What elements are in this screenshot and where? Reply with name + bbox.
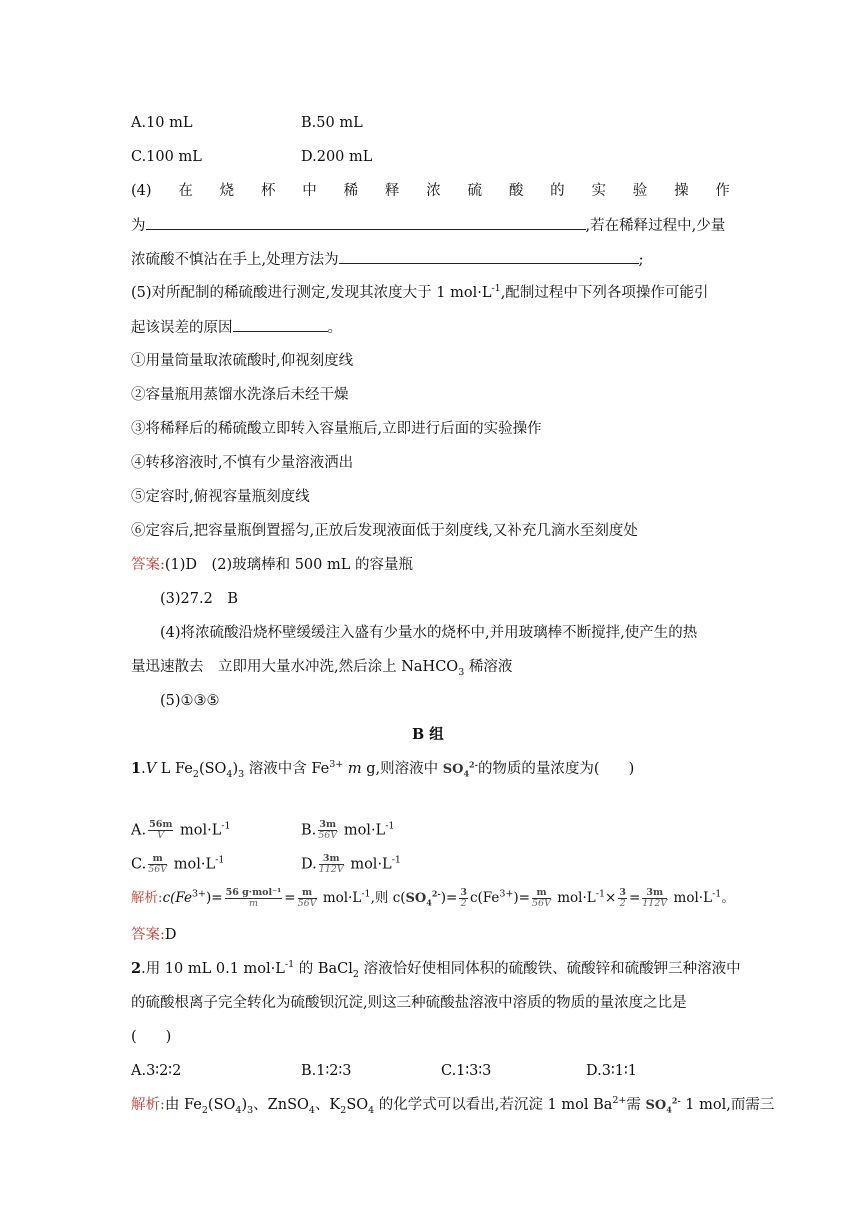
q4-char: 酸 [508, 183, 524, 199]
answer-line5: (5)①③⑤ [160, 693, 220, 709]
q4-char: 的 [550, 183, 565, 199]
answer-line1: 答案:(1)D (2)玻璃棒和 500 mL 的容量瓶 [131, 557, 413, 573]
answer-line4: 量迅速散去 立即用大量水冲洗,然后涂上 NaHCO$_3$ 稀溶液 [131, 659, 513, 678]
section-title: B 组 [412, 726, 444, 743]
b1-option-a: A. $\frac{56m}{V}$ $mol\cdot L^{-1}$ [131, 819, 231, 841]
q5-line2: 起该误差的原因 。 [131, 317, 342, 338]
q5-line1: (5)对所配制的稀硫酸进行测定,发现其浓度大于 1 $mol\cdot L^{-1}$,配制过程中下列各项操作可能引 [131, 283, 709, 301]
q5-item-6: ⑥定容后,把容量瓶倒置摇匀,正放后发现液面低于刻度线,又补充几滴水至刻度处 [131, 523, 638, 539]
sulfate-ion: $SO_4^{2-}$ [442, 759, 478, 779]
q4-char: 中 [302, 183, 317, 199]
q4-char: 杯 [260, 183, 276, 199]
b2-option-a: A.3∶2∶2 [131, 1063, 182, 1079]
q5-item-5: ⑤定容时,俯视容量瓶刻度线 [131, 489, 310, 505]
option-a: A.10 mL [131, 115, 193, 131]
blank[interactable] [233, 317, 328, 332]
b1-option-c: C. $\frac{m}{56V}$ $mol\cdot L^{-1}$ [131, 853, 225, 875]
blank[interactable] [146, 215, 586, 230]
q5-item-4: ④转移溶液时,不慎有少量溶液洒出 [131, 455, 354, 471]
b1-answer: 答案:D [131, 927, 177, 943]
q4-line3: 浓硫酸不慎沾在手上,处理方法为 ; [131, 249, 644, 270]
q4-char: 作 [715, 183, 730, 199]
b2-option-b: B.1∶2∶3 [301, 1063, 352, 1079]
q4-char: 在 [178, 183, 193, 199]
q5-item-2: ②容量瓶用蒸馏水洗涤后未经干燥 [131, 387, 349, 403]
q4-char: 硫 [467, 183, 483, 199]
q5-item-1: ①用量筒量取浓硫酸时,仰视刻度线 [131, 353, 354, 369]
q4-line2: 为 ,若在稀释过程中,少量 [131, 215, 725, 236]
answer-line3: (4)将浓硫酸沿烧杯壁缓缓注入盛有少量水的烧杯中,并用玻璃棒不断搅拌,使产生的热 [160, 625, 698, 641]
q4-char: 烧 [219, 183, 235, 199]
q5-item-3: ③将稀释后的稀硫酸立即转入容量瓶后,立即进行后面的实验操作 [131, 421, 542, 437]
b2-option-d: D.3∶1∶1 [586, 1063, 637, 1079]
q4-char: 释 [384, 183, 400, 199]
option-b: B.50 mL [301, 115, 363, 131]
b2-option-c: C.1∶3∶3 [441, 1063, 492, 1079]
b1-analysis: 解析$:c(Fe^{3+})=$ $\frac{\text{56 g·mol⁻¹}}{m}$ = $\frac{m}{56V}$ $mol\cdot L^{-1}$,则 $c(SO_4^{2-})=$ $\frac{3}{2}$ $c(Fe^{3+})=$ $\frac{m}{56V}$ $mol\cdot L^{-1}\times$ $\frac{3}{2}$ = $\frac{3m}{112V}$ $mol\cdot L^{-1}$。 [131, 887, 735, 909]
option-d: D.200 mL [301, 149, 373, 165]
b1-option-d: D. $\frac{3m}{112V}$ $mol\cdot L^{-1}$ [301, 853, 401, 875]
q4-char: 实 [591, 183, 606, 199]
answer-line2: (3)27.2 B [160, 591, 238, 607]
q4-char: 操 [674, 183, 689, 199]
b2-line1: 2.用 10 mL 0.1 $mol\cdot L^{-1}$ 的 BaCl$_2$ 溶液恰好使相同体积的硫酸铁、硫酸锌和硫酸钾三种溶液中 [131, 959, 741, 980]
option-c: C.100 mL [131, 149, 202, 165]
q4-line1: (4) 在 烧 杯 中 稀 释 浓 硫 酸 的 实 验 操 作 [131, 183, 730, 199]
b2-line2: 的硫酸根离子完全转化为硫酸钡沉淀,则这三种硫酸盐溶液中溶质的物质的量浓度之比是 [131, 995, 687, 1011]
q4-char: 浓 [426, 183, 441, 199]
q4-char: 验 [632, 183, 648, 199]
b2-line3: ( ) [131, 1029, 172, 1045]
b2-analysis: 解析:由 $Fe_2(SO_4)_3$、ZnSO$_4$、$K_2SO_4$ 的化学式可以看出,若沉淀 1 mol $Ba^{2+}$需 $SO_4^{2-}$ 1 mol,而需三 [131, 1095, 775, 1116]
blank[interactable] [339, 249, 639, 264]
b1-question: 1.V L $Fe_2(SO_4)_3$ 溶液中含 $Fe^{3+}$ m g,则溶液中 $SO_4^{2-}$的物质的量浓度为( ) [131, 759, 635, 780]
b1-option-b: B. $\frac{3m}{56V}$ $mol\cdot L^{-1}$ [301, 819, 395, 841]
q4-char: 稀 [343, 183, 359, 199]
